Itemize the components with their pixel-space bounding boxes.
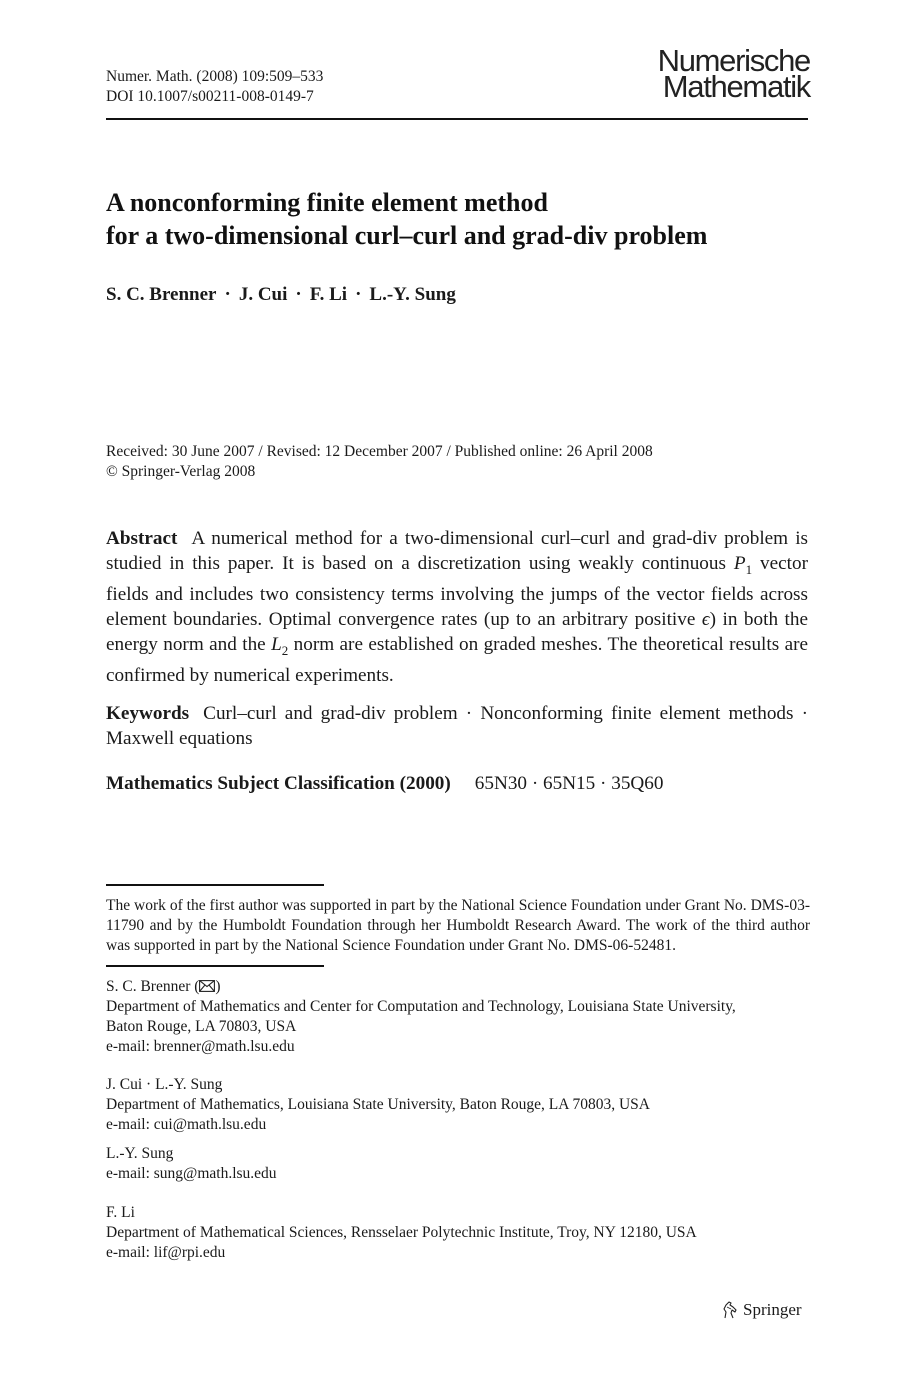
- author-name: F. Li: [309, 284, 348, 305]
- affiliation-email[interactable]: e-mail: brenner@math.lsu.edu: [106, 1038, 295, 1055]
- affiliation-line: Department of Mathematics and Center for Computation and Technology, Louisiana State University,: [106, 998, 736, 1015]
- paper-title: [106, 186, 826, 252]
- math-variable-p: P: [733, 553, 746, 574]
- title-line-1: A nonconforming finite element method: [106, 188, 548, 217]
- keywords-text: Curl–curl and grad-div problem · Nonconforming finite element methods · Maxwell equations: [106, 703, 808, 749]
- journal-reference: [106, 67, 323, 107]
- logo-line-1: Numerische: [657, 43, 810, 78]
- abstract-label: Abstract: [106, 528, 178, 549]
- publisher-name: Springer: [743, 1300, 802, 1319]
- author-name: J. Cui: [238, 284, 288, 305]
- affiliation-rule: [106, 965, 324, 967]
- abstract-text-part: norm are established on graded meshes. The theoretical results are confirmed by numerical experiments.: [106, 633, 808, 686]
- title-line-2: for a two-dimensional curl–curl and grad-div problem: [106, 221, 708, 250]
- math-epsilon: ϵ: [701, 608, 710, 630]
- msc-codes: 65N30 · 65N15 · 35Q60: [474, 773, 664, 794]
- abstract: [106, 526, 808, 688]
- affiliation-block: [106, 1203, 697, 1263]
- header-rule: [106, 118, 808, 120]
- affiliation-name: F. Li: [106, 1204, 135, 1221]
- author-separator: ·: [224, 284, 231, 305]
- author-list: [106, 283, 456, 307]
- math-subscript: 2: [281, 642, 289, 658]
- abstract-text-part: ) in both the energy norm and the: [106, 608, 808, 655]
- footnote-rule: [106, 884, 324, 886]
- funding-footnote: The work of the first author was supported in part by the National Science Foundation under Grant No. DMS-03-11790 and by the Humboldt Foundation through her Humboldt Research Award. The work of the third author was supported in part by the National Science Foundation under Grant No. DMS-06-52481.: [106, 897, 810, 954]
- author-name: L.-Y. Sung: [369, 284, 456, 305]
- affiliation-email[interactable]: e-mail: cui@math.lsu.edu: [106, 1116, 267, 1133]
- springer-horse-icon: [722, 1301, 738, 1319]
- history-line: Received: 30 June 2007 / Revised: 12 December 2007 / Published online: 26 April 2008: [106, 443, 653, 460]
- author-separator: ·: [295, 284, 302, 305]
- keywords: [106, 701, 808, 751]
- affiliation-email[interactable]: e-mail: sung@math.lsu.edu: [106, 1165, 277, 1182]
- math-variable-l: L: [271, 633, 282, 655]
- journal-citation: Numer. Math. (2008) 109:509–533: [106, 68, 324, 85]
- affiliation-line: Baton Rouge, LA 70803, USA: [106, 1018, 297, 1035]
- logo-line-2: Mathematik: [662, 69, 810, 104]
- math-subscript: 1: [745, 561, 753, 577]
- journal-logo: [600, 43, 810, 104]
- affiliation-block: [106, 977, 736, 1057]
- keywords-label: Keywords: [106, 703, 190, 724]
- affiliation-name: J. Cui · L.-Y. Sung: [106, 1076, 223, 1093]
- subject-classification: [106, 771, 663, 796]
- copyright-line: © Springer-Verlag 2008: [106, 463, 256, 480]
- doi[interactable]: DOI 10.1007/s00211-008-0149-7: [106, 88, 314, 105]
- author-separator: ·: [355, 284, 362, 305]
- abstract-text-part: A numerical method for a two-dimensional curl–curl and grad-div problem is studied in this paper. It is based on a discretization using weakly continuous: [106, 528, 808, 574]
- publication-dates: [106, 442, 653, 482]
- affiliation-name: S. C. Brenner (: [106, 978, 200, 995]
- affiliation-block: [106, 1075, 650, 1135]
- affiliation-block: [106, 1144, 277, 1184]
- affiliation-name: L.-Y. Sung: [106, 1145, 174, 1162]
- affiliation-email[interactable]: e-mail: lif@rpi.edu: [106, 1244, 226, 1261]
- envelope-icon: [199, 980, 215, 992]
- author-name: S. C. Brenner: [106, 284, 217, 305]
- affiliation-line: Department of Mathematics, Louisiana State University, Baton Rouge, LA 70803, USA: [106, 1096, 650, 1113]
- affiliation-name-row: [106, 977, 736, 997]
- publisher-mark: [722, 1298, 802, 1322]
- abstract-text-part: vector fields and includes two consistency terms involving the jumps of the vector fields across element boundaries. Optimal convergence rates (up to an arbitrary positive: [106, 553, 808, 630]
- affiliation-line: Department of Mathematical Sciences, Rensselaer Polytechnic Institute, Troy, NY 12180, USA: [106, 1224, 697, 1241]
- msc-label: Mathematics Subject Classification (2000): [106, 773, 451, 794]
- affiliation-name-tail: ): [215, 978, 221, 995]
